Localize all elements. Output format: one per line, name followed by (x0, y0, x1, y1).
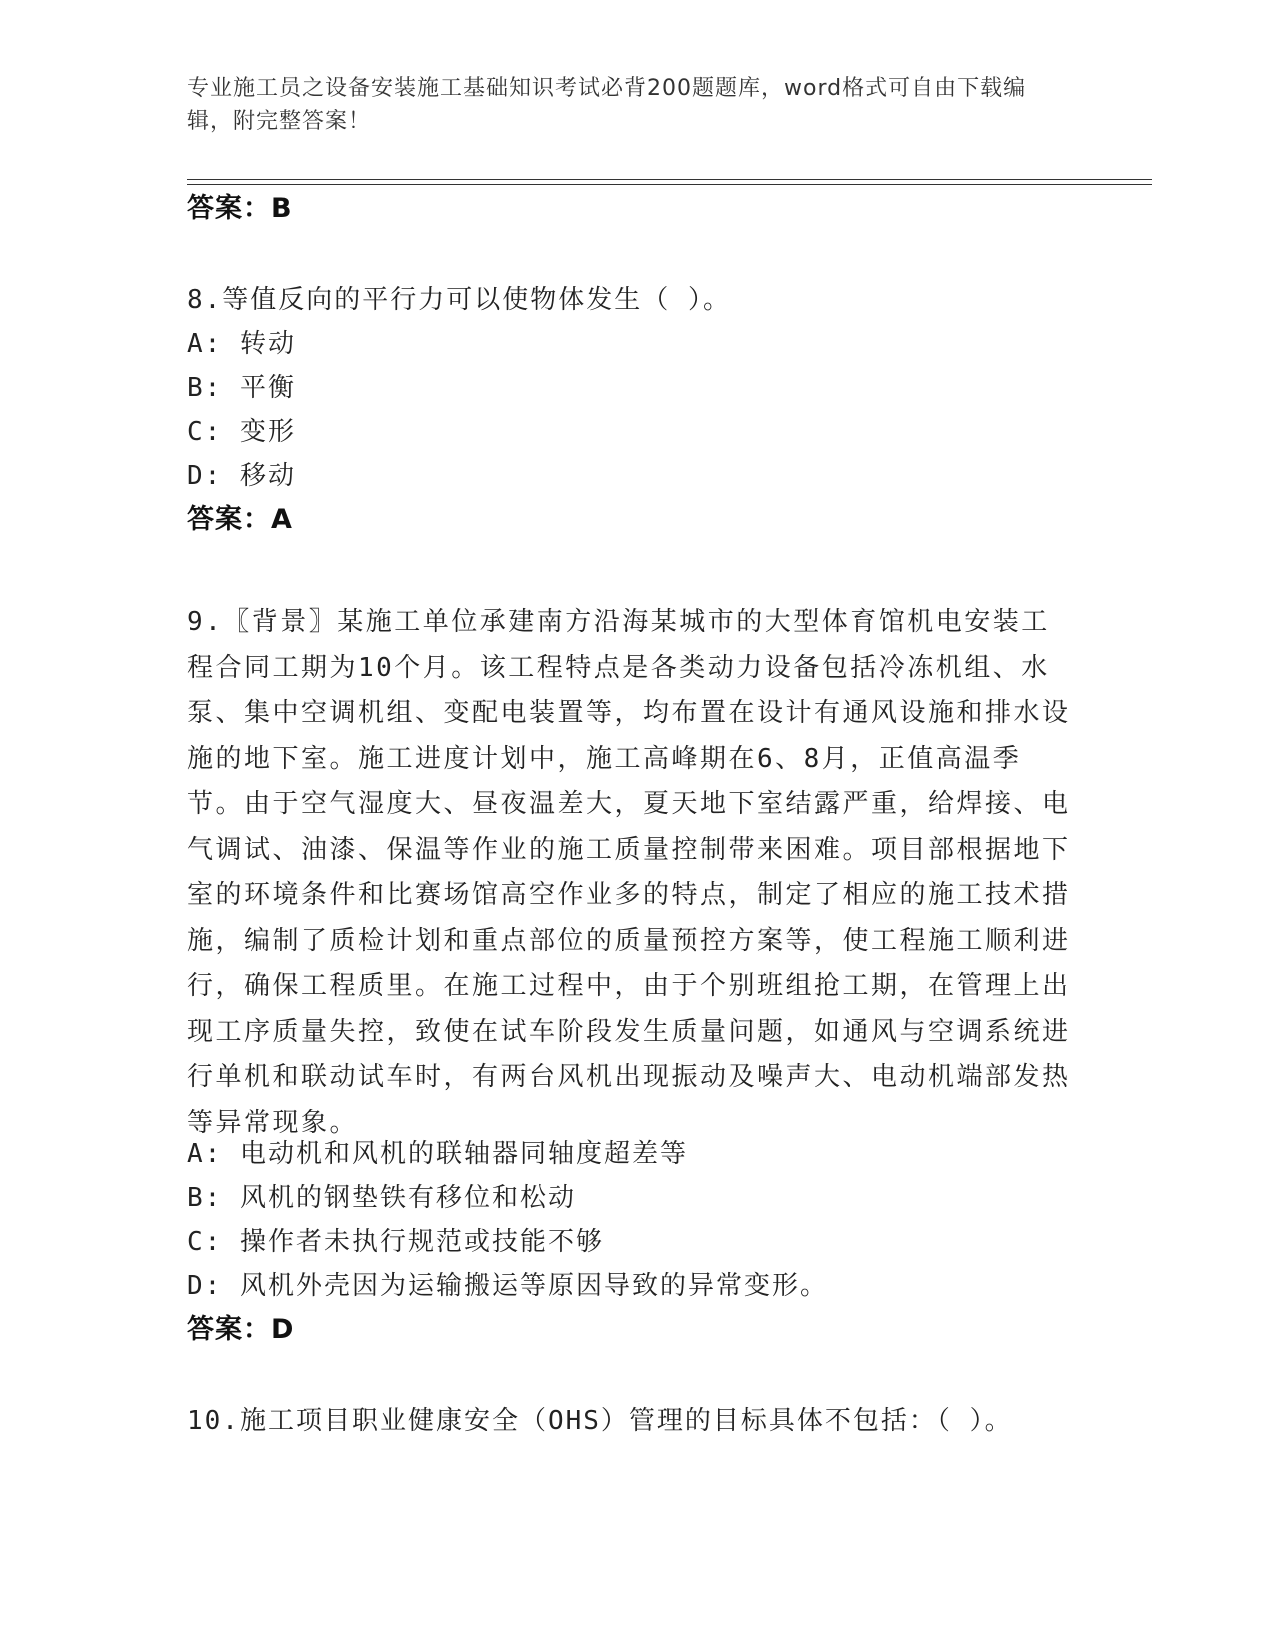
question-9-option-c: C: 操作者未执行规范或技能不够 (187, 1227, 604, 1257)
question-9-option-d: D: 风机外壳因为运输搬运等原因导致的异常变形。 (187, 1271, 828, 1301)
question-8-option-c: C: 变形 (187, 417, 296, 447)
question-9-answer: 答案：D (187, 1314, 295, 1345)
previous-answer: 答案：B (187, 193, 293, 224)
header-divider-top (187, 179, 1152, 180)
question-9-option-a: A: 电动机和风机的联轴器同轴度超差等 (187, 1139, 688, 1169)
question-10-text: 10.施工项目职业健康安全（OHS）管理的目标具体不包括：（ ）。 (187, 1406, 1013, 1436)
question-9-text: 9.〖背景〗某施工单位承建南方沿海某城市的大型体育馆机电安装工程合同工期为10个月。该工程特点是各类动力设备包括冷冻机组、水泵、集中空调机组、变配电装置等，均布置在设计有通风设施和排水设施的地下室。施工进度计划中，施工高峰期在6、8月，正值高温季节。由于空气湿度大、昼夜温差大，夏天地下室结露严重，给焊接、电气调试、油漆、保温等作业的施工质量控制带来困难。项目部根据地下室的环境条件和比赛场馆高空作业多的特点，制定了相应的施工技术措施，编制了质检计划和重点部位的质量预控方案等，使工程施工顺利进行，确保工程质里。在施工过程中，由于个别班组抢工期，在管理上出现工序质量失控，致使在试车阶段发生质量问题，如通风与空调系统进行单机和联动试车时，有两台风机出现振动及噪声大、电动机端部发热等异常现象。 (187, 607, 1071, 1138)
question-8-text: 8.等值反向的平行力可以使物体发生（ ）。 (187, 285, 731, 315)
question-8-option-d: D: 移动 (187, 461, 296, 491)
question-8-answer: 答案：A (187, 504, 293, 535)
question-8-option-b: B: 平衡 (187, 373, 296, 403)
page-header-title: 专业施工员之设备安装施工基础知识考试必背200题题库，word格式可自由下载编辑，附完整答案！ (187, 76, 1027, 134)
question-9-option-b: B: 风机的钢垫铁有移位和松动 (187, 1183, 576, 1213)
question-8-option-a: A: 转动 (187, 329, 296, 359)
header-divider-bottom (187, 184, 1152, 185)
